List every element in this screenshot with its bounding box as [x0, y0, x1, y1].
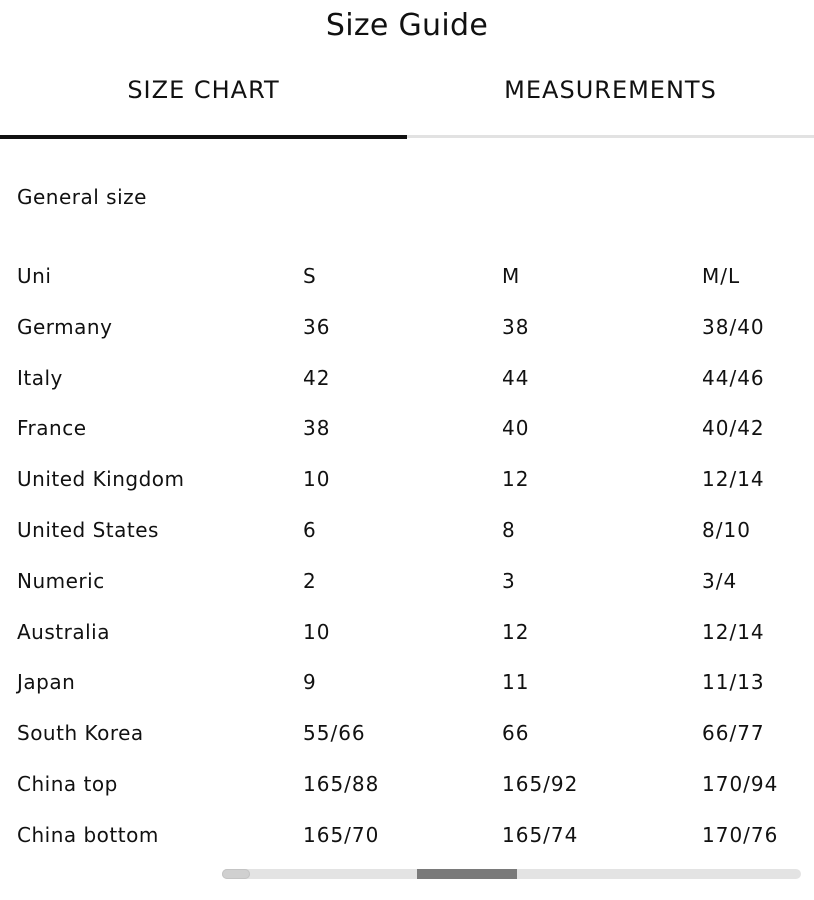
table-row	[0, 658, 814, 709]
size-cell: 38	[303, 416, 331, 441]
scrollbar-left-cap[interactable]	[222, 869, 250, 879]
size-cell: 10	[303, 467, 331, 492]
size-cell: 38	[502, 314, 530, 339]
table-row	[0, 506, 814, 557]
size-cell: 36	[303, 314, 331, 339]
table-row	[0, 455, 814, 506]
size-cell: M	[502, 264, 521, 288]
tab-measurements-label: MEASUREMENTS	[504, 76, 717, 104]
table-row	[0, 811, 814, 862]
size-cell: 8/10	[702, 517, 751, 542]
size-cell: M/L	[702, 264, 741, 288]
size-cell: 170/76	[702, 822, 779, 847]
size-cell: 165/92	[502, 771, 579, 796]
scrollbar-thumb[interactable]	[417, 869, 517, 879]
tab-size-chart[interactable]	[0, 70, 407, 138]
horizontal-scrollbar[interactable]	[222, 869, 801, 879]
size-cell: 38/40	[702, 314, 765, 339]
size-cell: 3	[502, 568, 516, 593]
tab-bar	[0, 70, 814, 138]
table-row	[0, 709, 814, 760]
size-cell: 6	[303, 517, 317, 542]
size-cell: 8	[502, 517, 516, 542]
size-cell: 2	[303, 568, 317, 593]
table-row	[0, 760, 814, 811]
size-cell: 11/13	[702, 670, 765, 695]
size-cell: 170/94	[702, 771, 779, 796]
table-row	[0, 252, 814, 303]
row-label: South Korea	[17, 721, 144, 746]
size-cell: 165/88	[303, 771, 380, 796]
size-cell: 66/77	[702, 721, 765, 746]
size-cell: 165/74	[502, 822, 579, 847]
size-cell: 40	[502, 416, 530, 441]
row-label: France	[17, 416, 87, 441]
table-row	[0, 354, 814, 405]
row-label: United Kingdom	[17, 467, 185, 492]
section-heading: General size	[17, 185, 147, 209]
size-cell: 165/70	[303, 822, 380, 847]
size-cell: 44/46	[702, 365, 765, 390]
size-cell: 55/66	[303, 721, 366, 746]
row-label: Numeric	[17, 568, 105, 593]
size-cell: 44	[502, 365, 530, 390]
row-label: Japan	[17, 670, 76, 695]
size-table	[0, 252, 814, 862]
table-row	[0, 557, 814, 608]
row-label: United States	[17, 517, 159, 542]
row-label: Australia	[17, 619, 110, 644]
size-cell: 12	[502, 467, 530, 492]
size-cell: S	[303, 264, 317, 288]
size-cell: 66	[502, 721, 530, 746]
row-label: China bottom	[17, 822, 159, 847]
size-cell: 40/42	[702, 416, 765, 441]
size-cell: 12	[502, 619, 530, 644]
tab-size-chart-underline	[0, 135, 407, 139]
size-cell: 42	[303, 365, 331, 390]
row-label: Uni	[17, 264, 52, 288]
tab-measurements[interactable]	[407, 70, 814, 138]
size-cell: 10	[303, 619, 331, 644]
size-cell: 12/14	[702, 619, 765, 644]
size-cell: 9	[303, 670, 317, 695]
tab-measurements-underline	[407, 135, 814, 138]
size-cell: 12/14	[702, 467, 765, 492]
row-label: Germany	[17, 314, 113, 339]
tab-size-chart-label: SIZE CHART	[127, 76, 280, 104]
size-cell: 3/4	[702, 568, 738, 593]
size-cell: 11	[502, 670, 530, 695]
table-row	[0, 404, 814, 455]
row-label: China top	[17, 771, 118, 796]
row-label: Italy	[17, 365, 63, 390]
table-row	[0, 608, 814, 659]
table-row	[0, 303, 814, 354]
page-title: Size Guide	[325, 8, 489, 43]
